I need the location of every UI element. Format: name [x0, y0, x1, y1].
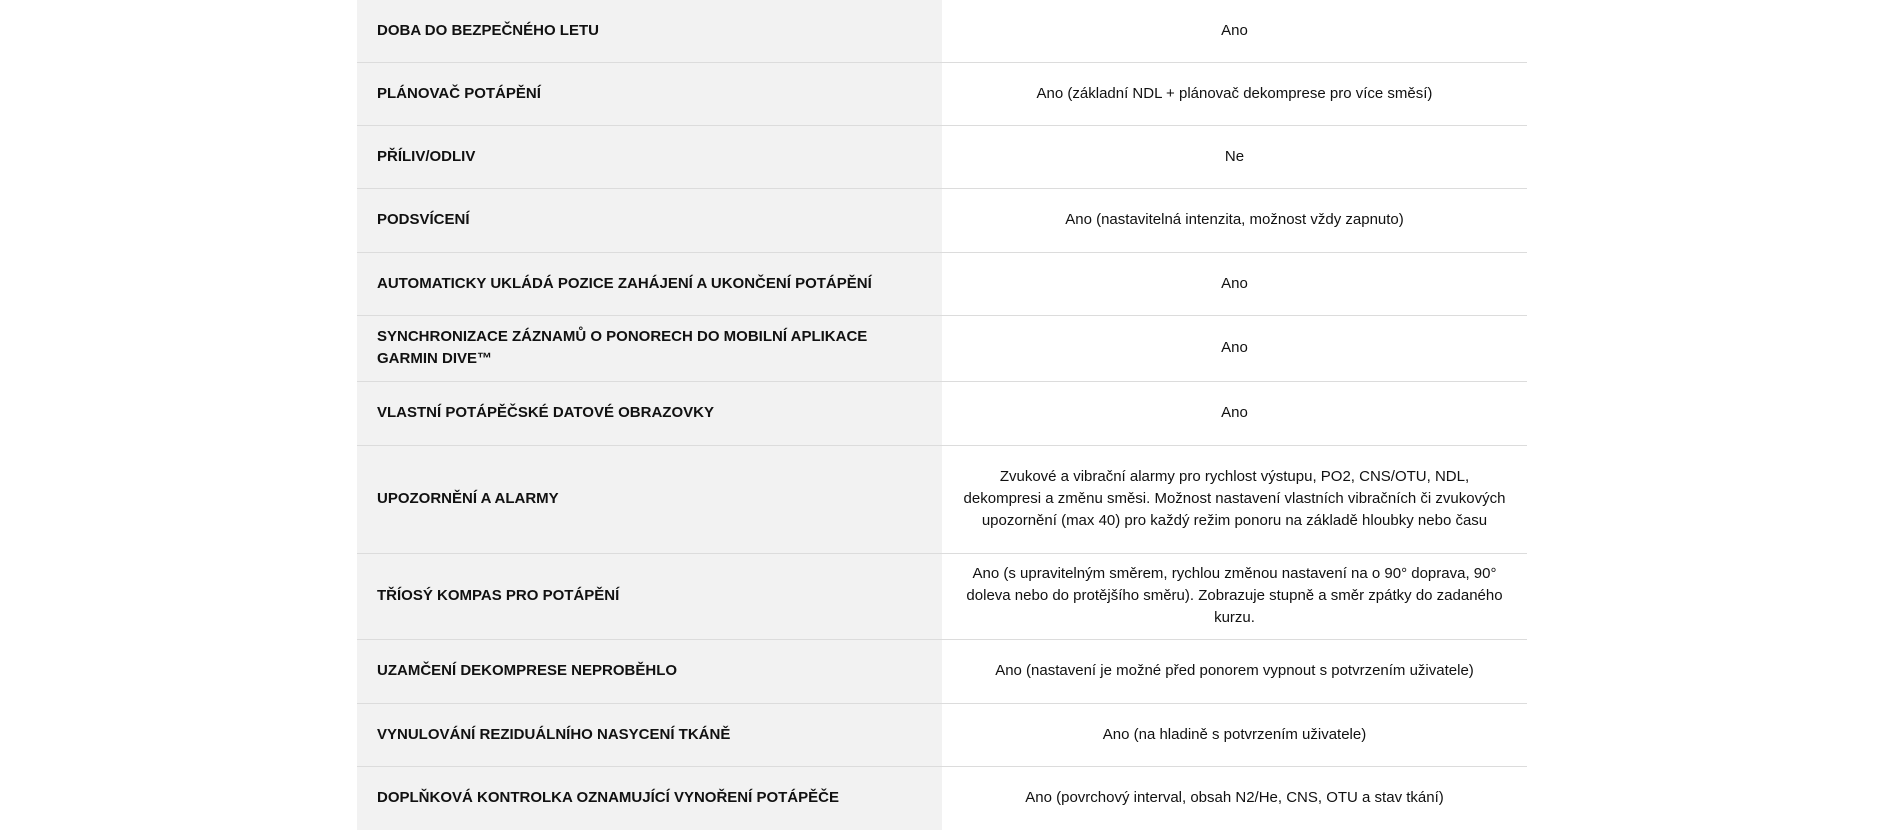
spec-value: Ano	[1221, 404, 1248, 421]
spec-value-cell	[942, 381, 1527, 445]
table-row	[357, 553, 1527, 639]
spec-label-cell	[357, 553, 942, 639]
table-row	[357, 766, 1527, 830]
table-row	[357, 0, 1527, 62]
table-row	[357, 639, 1527, 703]
spec-value: Ano (nastavení je možné před ponorem vypnout s potvrzením uživatele)	[995, 662, 1474, 679]
table-row	[357, 381, 1527, 445]
spec-value-cell	[942, 188, 1527, 252]
spec-value-cell	[942, 252, 1527, 315]
spec-label-cell	[357, 766, 942, 830]
spec-label-cell	[357, 188, 942, 252]
spec-value: Ano (na hladině s potvrzením uživatele)	[1102, 725, 1367, 743]
spec-value: Ano	[1221, 274, 1248, 292]
table-row	[357, 445, 1527, 553]
spec-value-cell	[942, 639, 1527, 703]
spec-label-cell	[357, 125, 942, 188]
spec-value-cell	[942, 553, 1527, 639]
spec-label-cell	[357, 315, 942, 381]
table-row	[357, 188, 1527, 252]
spec-label: DOBA DO BEZPEČNÉHO LETU	[377, 21, 599, 39]
spec-label: AUTOMATICKY UKLÁDÁ POZICE ZAHÁJENÍ A UKONČENÍ POTÁPĚNÍ	[377, 274, 872, 292]
spec-label: PODSVÍCENÍ	[377, 211, 470, 228]
spec-value: Ne	[1224, 147, 1245, 165]
table-row	[357, 252, 1527, 315]
table-row	[357, 703, 1527, 766]
spec-label-cell	[357, 703, 942, 766]
spec-value-cell	[942, 703, 1527, 766]
spec-label: PLÁNOVAČ POTÁPĚNÍ	[377, 84, 541, 102]
spec-label-cell	[357, 0, 942, 62]
spec-value: Ano (s upravitelným směrem, rychlou změnou nastavení na o 90° doprava, 90° doleva nebo do protějšího směru). Zobrazuje stupně a směr zpátky do zadaného kurzu.	[966, 565, 1503, 626]
spec-value-cell	[942, 62, 1527, 125]
spec-label: SYNCHRONIZACE ZÁZNAMŮ O PONORECH DO MOBILNÍ APLIKACE GARMIN DIVE™	[377, 328, 868, 367]
table-row	[357, 62, 1527, 125]
spec-label: VYNULOVÁNÍ REZIDUÁLNÍHO NASYCENÍ TKÁNĚ	[377, 725, 731, 743]
spec-label: PŘÍLIV/ODLIV	[377, 147, 476, 165]
spec-value-cell	[942, 0, 1527, 62]
spec-label: DOPLŇKOVÁ KONTROLKA OZNAMUJÍCÍ VYNOŘENÍ POTÁPĚČE	[377, 789, 839, 807]
spec-label-cell	[357, 62, 942, 125]
spec-label: TŘÍOSÝ KOMPAS PRO POTÁPĚNÍ	[377, 587, 620, 604]
table-row	[357, 125, 1527, 188]
spec-value-cell	[942, 315, 1527, 381]
spec-value-cell	[942, 125, 1527, 188]
spec-value-cell	[942, 445, 1527, 553]
spec-label: UPOZORNĚNÍ A ALARMY	[377, 490, 559, 507]
spec-label-cell	[357, 639, 942, 703]
spec-label: UZAMČENÍ DEKOMPRESE NEPROBĚHLO	[377, 662, 678, 679]
spec-label-cell	[357, 445, 942, 553]
spec-value: Zvukové a vibrační alarmy pro rychlost výstupu, PO2, CNS/OTU, NDL, dekompresi a změnu směsi. Možnost nastavení vlastních vibračních či zvukových upozornění (max 40) pro každý režim ponoru na základě hloubky nebo času	[963, 468, 1506, 529]
table-row	[357, 315, 1527, 381]
spec-label-cell	[357, 252, 942, 315]
specifications-table	[357, 0, 1527, 830]
spec-label: VLASTNÍ POTÁPĚČSKÉ DATOVÉ OBRAZOVKY	[377, 404, 714, 421]
spec-value: Ano	[1221, 339, 1248, 356]
spec-value: Ano	[1221, 21, 1248, 39]
spec-value-cell	[942, 766, 1527, 830]
spec-label-cell	[357, 381, 942, 445]
spec-value: Ano (povrchový interval, obsah N2/He, CNS, OTU a stav tkání)	[1025, 789, 1444, 807]
spec-value: Ano (nastavitelná intenzita, možnost vždy zapnuto)	[1065, 211, 1404, 228]
spec-value: Ano (základní NDL + plánovač dekomprese pro více směsí)	[1036, 84, 1433, 102]
